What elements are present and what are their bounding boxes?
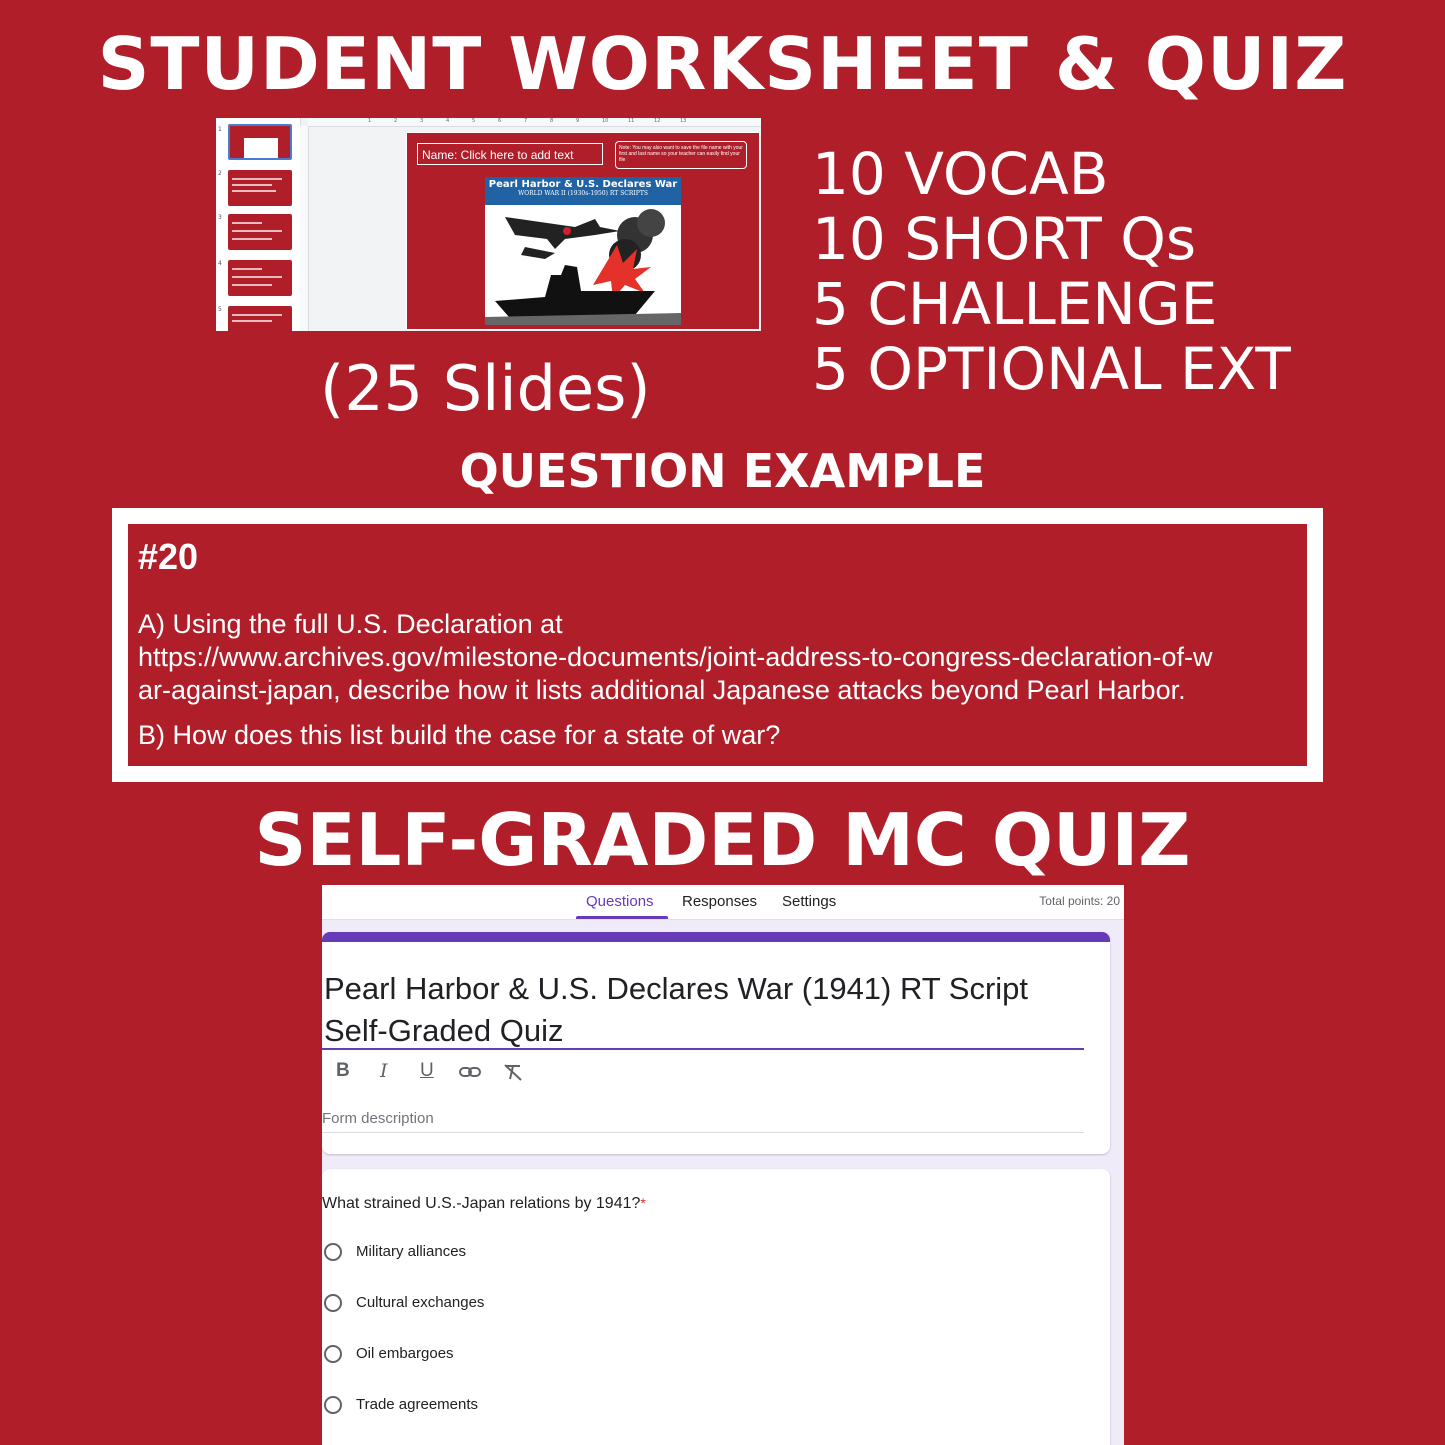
name-text-box[interactable]: Name: Click here to add text (417, 143, 603, 165)
description-underline (322, 1132, 1084, 1133)
italic-icon[interactable]: I (380, 1060, 388, 1082)
option-oil-embargoes[interactable] (324, 1345, 624, 1369)
radio-button[interactable] (324, 1396, 342, 1414)
option-military-alliances[interactable] (324, 1243, 624, 1267)
link-icon[interactable] (458, 1062, 482, 1082)
ruler-tick: 11 (628, 118, 635, 124)
ruler-tick: 13 (680, 118, 687, 124)
google-form-screenshot (322, 885, 1124, 1445)
total-points: Total points: 20 (1039, 894, 1120, 908)
cover-title: Pearl Harbor & U.S. Declares War (488, 179, 678, 190)
stat-short-questions: 10 SHORT Qs (812, 205, 1197, 273)
content-stats (812, 142, 1291, 402)
option-label: Military alliances (356, 1243, 467, 1260)
option-trade-agreements[interactable] (324, 1396, 624, 1420)
slide-number: 5 (218, 306, 222, 313)
option-label: Trade agreements (356, 1396, 479, 1413)
warship-illustration-icon (485, 205, 681, 325)
active-tab-indicator (576, 916, 668, 919)
form-tab-bar (322, 885, 1124, 920)
slide-thumb[interactable] (228, 306, 292, 331)
mc-question-text (322, 1195, 646, 1213)
form-title-card (322, 932, 1110, 1154)
ruler-tick: 6 (498, 118, 502, 124)
radio-button[interactable] (324, 1294, 342, 1312)
underline-icon[interactable]: U (420, 1060, 434, 1081)
cover-image (485, 177, 681, 325)
ruler-tick: 1 (368, 118, 372, 124)
ruler-tick: 3 (420, 118, 424, 124)
slide-thumb[interactable] (228, 214, 292, 250)
form-title-input[interactable]: Pearl Harbor & U.S. Declares War (1941) RT Script Self-Graded Quiz (324, 971, 1029, 1048)
option-label: Oil embargoes (356, 1345, 454, 1362)
vertical-ruler (300, 126, 309, 331)
option-cultural-exchanges[interactable] (324, 1294, 624, 1318)
question-part-a-line: https://www.archives.gov/milestone-documents/joint-address-to-congress-declaration-of-w (138, 642, 1213, 672)
title-underline (322, 1048, 1084, 1050)
tab-questions[interactable]: Questions (586, 893, 654, 910)
slide-number: 3 (218, 214, 222, 221)
stat-challenge: 5 CHALLENGE (812, 270, 1218, 338)
ruler-tick: 2 (394, 118, 398, 124)
question-number: #20 (138, 536, 199, 577)
question-example-frame (112, 508, 1323, 782)
stat-vocab: 10 VOCAB (812, 140, 1109, 208)
clear-format-icon[interactable] (502, 1062, 524, 1082)
ruler-tick: 4 (446, 118, 450, 124)
slide-number: 4 (218, 260, 222, 267)
page-title: STUDENT WORKSHEET & QUIZ (97, 22, 1348, 106)
horizontal-ruler (308, 118, 761, 127)
question-part-a (138, 608, 1308, 707)
radio-button[interactable] (324, 1345, 342, 1363)
required-asterisk: * (640, 1195, 646, 1211)
cover-band (485, 177, 681, 205)
question-example-panel (128, 524, 1307, 766)
ruler-tick: 8 (550, 118, 554, 124)
mc-question-label: What strained U.S.-Japan relations by 1941? (322, 1195, 641, 1212)
slide-thumbnails (216, 118, 301, 331)
slide-thumb[interactable] (228, 260, 292, 296)
question-example-heading: QUESTION EXAMPLE (459, 444, 986, 498)
form-description-input[interactable]: Form description (322, 1110, 434, 1127)
slide-number: 1 (218, 126, 222, 133)
ruler-tick: 5 (472, 118, 476, 124)
slide-canvas (406, 132, 760, 330)
tab-settings[interactable]: Settings (782, 893, 837, 910)
question-card (322, 1169, 1110, 1445)
ruler-tick: 12 (654, 118, 661, 124)
question-part-a-line: A) Using the full U.S. Declaration at (138, 609, 563, 639)
question-part-b: B) How does this list build the case for a state of war? (138, 720, 781, 750)
bold-icon[interactable]: B (336, 1060, 350, 1081)
option-label: Cultural exchanges (356, 1294, 485, 1311)
slide-number: 2 (218, 170, 222, 177)
ruler-tick: 9 (576, 118, 580, 124)
slides-editor-screenshot (216, 118, 761, 331)
cover-subtitle: WORLD WAR II (1930s-1950) RT SCRIPTS (518, 190, 648, 197)
slides-count: (25 Slides) (320, 352, 651, 425)
stat-optional-ext: 5 OPTIONAL EXT (812, 335, 1291, 403)
slide-thumb[interactable] (228, 124, 292, 160)
tab-responses[interactable]: Responses (682, 893, 758, 910)
question-part-a-line: ar-against-japan, describe how it lists additional Japanese attacks beyond Pearl Harbor. (138, 675, 1186, 705)
ruler-tick: 10 (602, 118, 609, 124)
radio-button[interactable] (324, 1243, 342, 1261)
ruler-tick: 7 (524, 118, 528, 124)
slide-thumb[interactable] (228, 170, 292, 206)
note-box: Note: You may also want to save the file name with your first and last name so your teacher can easily find your file (615, 141, 747, 169)
quiz-heading: SELF-GRADED MC QUIZ (254, 798, 1191, 882)
